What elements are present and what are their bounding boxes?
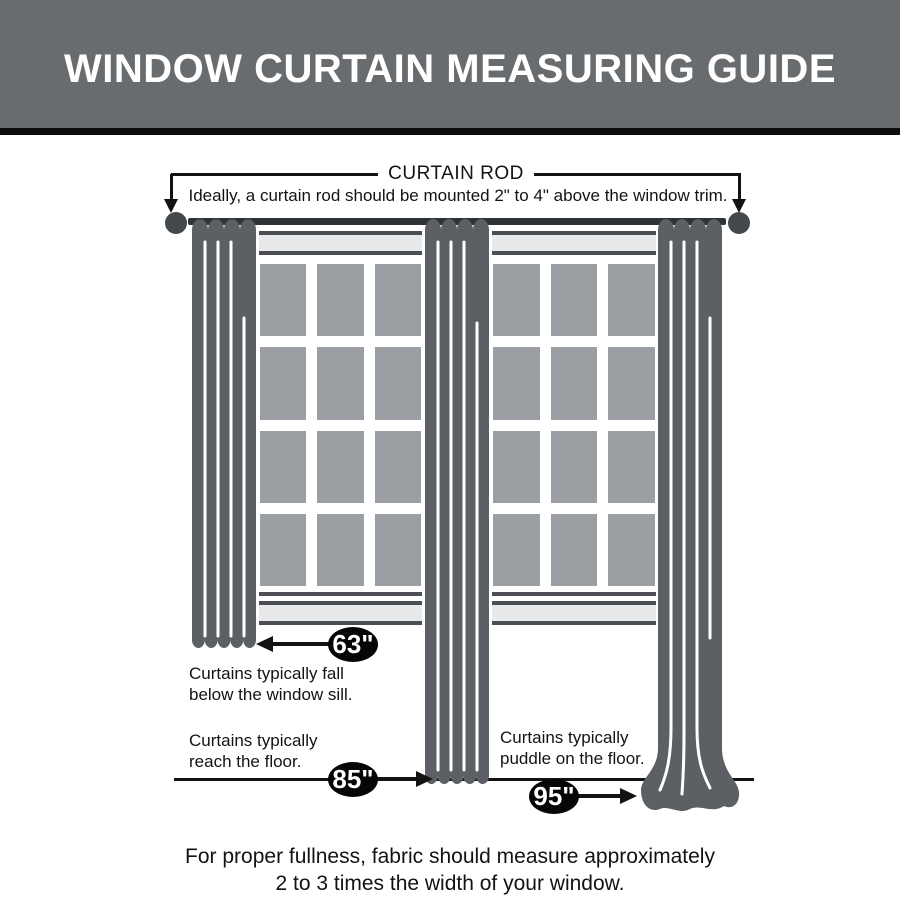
window-sill-bottom	[259, 621, 422, 625]
arrow-line	[375, 777, 418, 781]
header-banner	[0, 0, 900, 128]
length-badge-95: 95"	[529, 779, 579, 814]
curtain-fabric	[192, 219, 256, 648]
caption-floor	[189, 730, 318, 772]
window-pane	[493, 264, 540, 336]
window-sill-bottom	[492, 621, 656, 625]
pane-grid	[259, 255, 422, 592]
arrow-right-icon	[620, 788, 637, 804]
caption-floor-line1: Curtains typically	[189, 731, 318, 750]
curtain-panel-puddle-length	[638, 208, 742, 814]
window-pane	[260, 514, 306, 586]
header-divider	[0, 128, 900, 135]
curtain-fabric	[425, 219, 489, 784]
arrow-line	[576, 794, 622, 798]
window-pane	[551, 431, 598, 503]
caption-floor-line2: reach the floor.	[189, 752, 302, 771]
caption-sill	[189, 663, 352, 705]
window-pane	[375, 514, 421, 586]
bracket-line-left	[171, 173, 378, 176]
caption-puddle	[500, 727, 645, 769]
window-pane	[260, 264, 306, 336]
window-pane	[493, 431, 540, 503]
curtain-panel-sill-length	[192, 208, 256, 652]
curtain-panel-floor-length	[425, 208, 489, 788]
window-pane	[551, 514, 598, 586]
window-pane	[551, 347, 598, 419]
rod-callout-label: CURTAIN ROD	[388, 163, 524, 184]
bracket-line-right	[534, 173, 741, 176]
window-pane	[493, 347, 540, 419]
window-right-half	[492, 231, 656, 625]
window-pane	[317, 264, 363, 336]
window-top-band	[259, 235, 422, 251]
length-badge-85: 85"	[328, 762, 378, 797]
window-pane	[317, 514, 363, 586]
window-pane	[260, 347, 306, 419]
arrow-line	[266, 642, 331, 646]
curtain-fabric	[641, 219, 739, 811]
rod-finial-left	[165, 212, 187, 234]
window-pane	[317, 347, 363, 419]
window-left-half	[259, 231, 422, 625]
length-badge-63: 63"	[328, 627, 378, 662]
page-title: WINDOW CURTAIN MEASURING GUIDE	[64, 46, 836, 91]
window-pane	[375, 264, 421, 336]
window-pane	[551, 264, 598, 336]
window-pane	[375, 347, 421, 419]
caption-sill-line2: below the window sill.	[189, 685, 353, 704]
window-top-band	[492, 235, 656, 251]
footer-note	[0, 843, 900, 897]
window-pane	[317, 431, 363, 503]
caption-puddle-line2: puddle on the floor.	[500, 749, 645, 768]
caption-sill-line1: Curtains typically fall	[189, 664, 344, 683]
caption-puddle-line1: Curtains typically	[500, 728, 629, 747]
window-sill-band	[259, 605, 422, 621]
footer-line1: For proper fullness, fabric should measure approximately	[185, 845, 715, 868]
pane-grid	[492, 255, 656, 592]
window-pane	[260, 431, 306, 503]
arrow-right-icon	[416, 771, 433, 787]
rod-callout-bracket	[171, 165, 741, 183]
window-pane	[493, 514, 540, 586]
window-sill-band	[492, 605, 656, 621]
footer-line2: 2 to 3 times the width of your window.	[275, 872, 625, 895]
rod-callout-description: Ideally, a curtain rod should be mounted 2" to 4" above the window trim.	[188, 186, 728, 205]
window-pane	[375, 431, 421, 503]
